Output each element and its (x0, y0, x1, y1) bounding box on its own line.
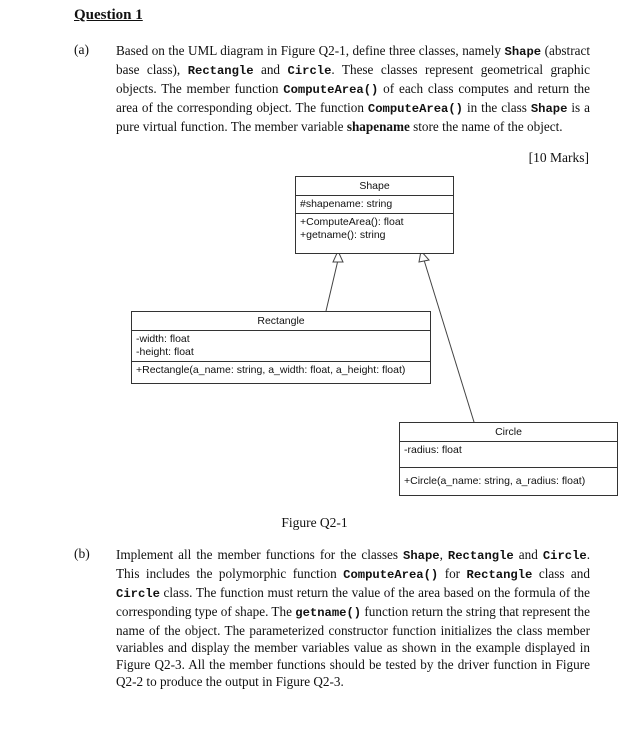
attribute: -height: float (136, 346, 194, 358)
code-rectangle: Rectangle (187, 64, 254, 78)
text-span: , (439, 547, 448, 562)
rectangle-inheritance-line (326, 260, 338, 311)
uml-class-shape (295, 176, 454, 254)
uml-class-rectangle (131, 311, 431, 384)
operation: +Circle(a_name: string, a_radius: float) (404, 475, 586, 487)
code-computearea: ComputeArea() (283, 83, 379, 97)
class-name: Rectangle (257, 315, 305, 327)
part-a-label: (a) (74, 42, 89, 57)
attribute: -width: float (136, 333, 190, 345)
text-span: Based on the UML diagram in Figure Q2-1, define three classes, namely (116, 43, 505, 58)
text-span: for (438, 566, 467, 581)
attribute: #shapename: string (300, 198, 393, 210)
class-attributes (132, 330, 430, 361)
code-rectangle: Rectangle (447, 549, 514, 563)
part-b-text (116, 546, 590, 690)
bold-shapename: shapename (346, 119, 410, 134)
part-b-label: (b) (74, 546, 90, 561)
code-computearea: ComputeArea() (343, 568, 439, 582)
question-title: Question 1 (74, 7, 143, 23)
class-operations (132, 361, 430, 383)
text-span: Implement all the member functions for the classes (116, 547, 403, 562)
code-shape: Shape (504, 45, 542, 59)
text-span: of each class computes and return the area of the corresponding object. The function (116, 81, 590, 115)
class-attributes (400, 441, 617, 467)
code-circle: Circle (287, 64, 332, 78)
class-name: Shape (359, 180, 390, 192)
class-attributes (296, 195, 453, 213)
code-shape: Shape (530, 102, 568, 116)
code-getname: getname() (295, 606, 362, 620)
class-operations (296, 213, 453, 253)
figure-caption: Figure Q2-1 (281, 515, 348, 530)
text-span: in the class (463, 100, 531, 115)
text-span: function return the string that represent the name of the object. The parameterized constructor function initializes the class member variables and display the member variables value as shown in the example displayed in Figure Q2-3. All the member functions should be tested by the driver function in Figure Q2-2 to produce the output in Figure Q2-3. (116, 604, 590, 689)
class-operations (400, 467, 617, 495)
operation: +Rectangle(a_name: string, a_width: float, a_height: float) (136, 364, 406, 376)
text-span: . These classes represent geometrical graphic objects. The member function (116, 62, 590, 96)
attribute: -radius: float (404, 444, 462, 456)
text-span: is a pure virtual function. The member variable (116, 100, 590, 134)
marks-label: [10 Marks] (528, 150, 589, 165)
text-span: (abstract base class), (116, 43, 590, 77)
class-name: Circle (495, 426, 522, 438)
code-computearea: ComputeArea() (367, 102, 463, 116)
text-span: class and (532, 566, 590, 581)
code-circle: Circle (542, 549, 587, 563)
circle-inheritance-line (424, 260, 474, 422)
operation: +getname(): string (300, 229, 386, 241)
uml-class-circle (399, 422, 618, 496)
text-span: . This includes the polymorphic function (116, 547, 591, 581)
code-shape: Shape (403, 549, 440, 563)
text-span: store the name of the object. (409, 119, 563, 134)
text-span: and (513, 547, 543, 562)
operation: +ComputeArea(): float (300, 216, 404, 228)
text-span: class. The function must return the value of the area based on the formula of the corresponding type of shape. The (116, 585, 590, 619)
code-circle: Circle (116, 587, 160, 601)
code-rectangle: Rectangle (466, 568, 533, 582)
text-span: and (253, 62, 288, 77)
